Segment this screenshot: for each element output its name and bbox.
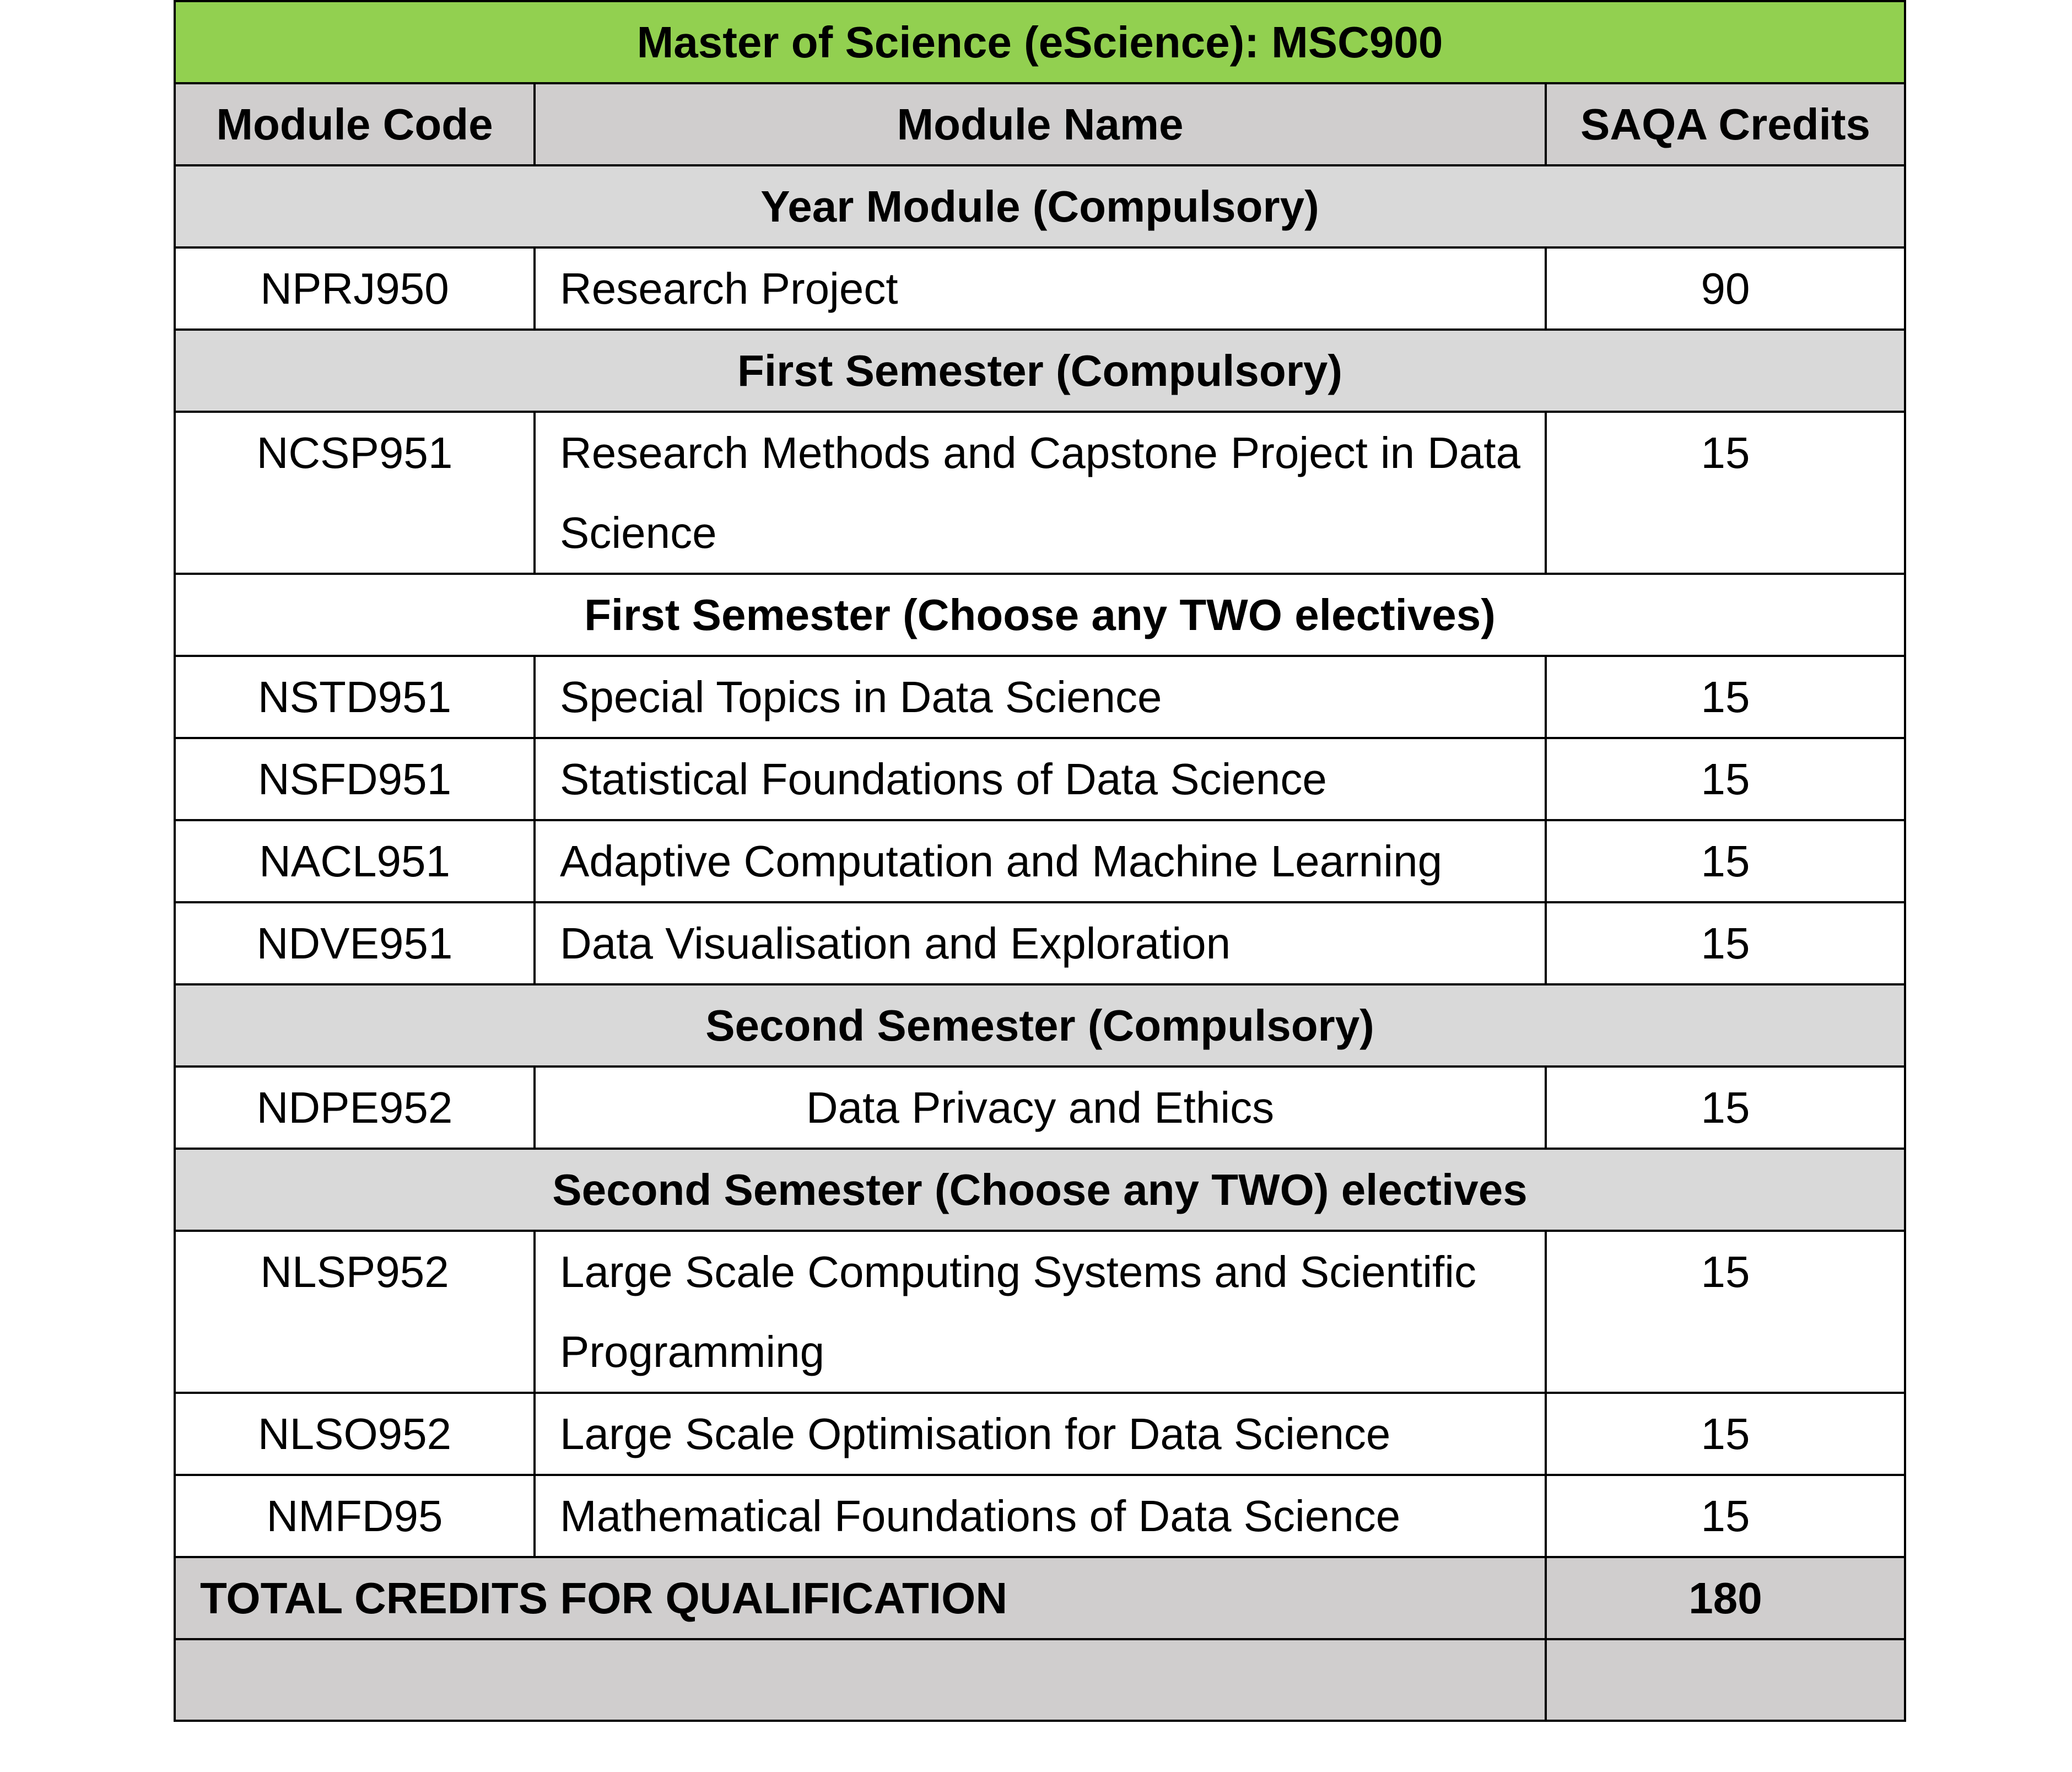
section-row xyxy=(175,165,1905,247)
total-credits-label: TOTAL CREDITS FOR QUALIFICATION xyxy=(175,1557,1546,1639)
module-name: Large Scale Computing Systems and Scientific Programming xyxy=(535,1231,1546,1393)
section-heading-year: Year Module (Compulsory) xyxy=(175,165,1905,247)
module-code: NLSP952 xyxy=(175,1231,535,1393)
module-code: NMFD95 xyxy=(175,1475,535,1557)
table-row xyxy=(175,820,1905,902)
section-row xyxy=(175,574,1905,656)
table-row xyxy=(175,1231,1905,1393)
module-code: NLSO952 xyxy=(175,1393,535,1475)
section-heading-second-compulsory: Second Semester (Compulsory) xyxy=(175,984,1905,1067)
module-name: Research Methods and Capstone Project in Data Science xyxy=(535,412,1546,574)
module-code: NSFD951 xyxy=(175,738,535,820)
table-row xyxy=(175,1067,1905,1149)
module-name: Research Project xyxy=(535,247,1546,330)
table-row xyxy=(175,1393,1905,1475)
blank-row xyxy=(175,1639,1905,1721)
header-module-code: Module Code xyxy=(175,83,535,165)
section-heading-first-electives: First Semester (Choose any TWO electives) xyxy=(175,574,1905,656)
module-credits: 15 xyxy=(1546,656,1905,738)
table-row xyxy=(175,738,1905,820)
table-row xyxy=(175,902,1905,984)
module-code: NSTD951 xyxy=(175,656,535,738)
section-heading-first-compulsory: First Semester (Compulsory) xyxy=(175,330,1905,412)
title-row xyxy=(175,1,1905,83)
module-name: Special Topics in Data Science xyxy=(535,656,1546,738)
module-credits: 15 xyxy=(1546,1393,1905,1475)
section-row xyxy=(175,330,1905,412)
blank-cell xyxy=(175,1639,1546,1721)
header-saqa-credits: SAQA Credits xyxy=(1546,83,1905,165)
module-credits: 15 xyxy=(1546,820,1905,902)
module-name: Statistical Foundations of Data Science xyxy=(535,738,1546,820)
module-credits: 90 xyxy=(1546,247,1905,330)
module-code: NPRJ950 xyxy=(175,247,535,330)
table-row xyxy=(175,1475,1905,1557)
module-credits: 15 xyxy=(1546,412,1905,574)
total-row xyxy=(175,1557,1905,1639)
module-credits: 15 xyxy=(1546,1067,1905,1149)
table-row xyxy=(175,656,1905,738)
module-code: NACL951 xyxy=(175,820,535,902)
total-credits-value: 180 xyxy=(1546,1557,1905,1639)
header-module-name: Module Name xyxy=(535,83,1546,165)
module-code: NDVE951 xyxy=(175,902,535,984)
section-heading-second-electives: Second Semester (Choose any TWO) electives xyxy=(175,1149,1905,1231)
table-row xyxy=(175,247,1905,330)
header-row xyxy=(175,83,1905,165)
section-row xyxy=(175,1149,1905,1231)
curriculum-table xyxy=(174,0,1906,1722)
module-code: NCSP951 xyxy=(175,412,535,574)
table-row xyxy=(175,412,1905,574)
module-name: Adaptive Computation and Machine Learning xyxy=(535,820,1546,902)
blank-cell xyxy=(1546,1639,1905,1721)
table-title: Master of Science (eScience): MSC900 xyxy=(175,1,1905,83)
module-name: Data Privacy and Ethics xyxy=(535,1067,1546,1149)
module-credits: 15 xyxy=(1546,902,1905,984)
module-credits: 15 xyxy=(1546,1231,1905,1393)
module-credits: 15 xyxy=(1546,738,1905,820)
module-name: Mathematical Foundations of Data Science xyxy=(535,1475,1546,1557)
module-credits: 15 xyxy=(1546,1475,1905,1557)
module-name: Large Scale Optimisation for Data Science xyxy=(535,1393,1546,1475)
module-code: NDPE952 xyxy=(175,1067,535,1149)
module-name: Data Visualisation and Exploration xyxy=(535,902,1546,984)
section-row xyxy=(175,984,1905,1067)
